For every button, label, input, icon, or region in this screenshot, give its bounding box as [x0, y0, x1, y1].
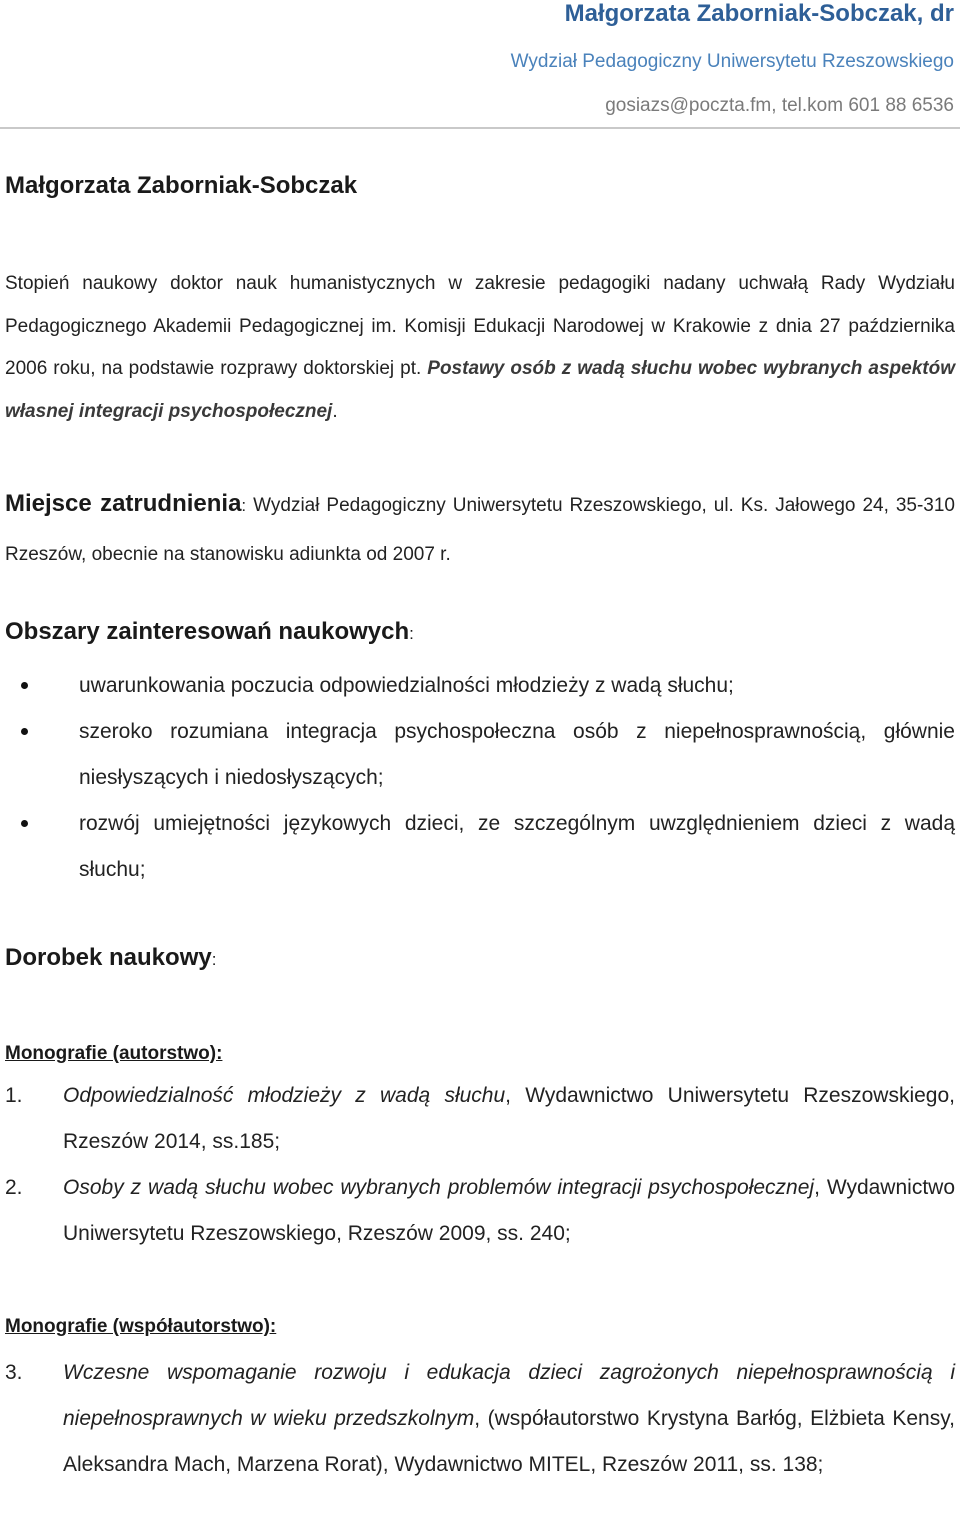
dorobek-label: Dorobek naukowy	[5, 944, 212, 971]
publication-details: , (współautorstwo Krystyna Barłóg, Elżbieta Kensy, Aleksandra Mach, Marzena Rorat), Wydawnictwo MITEL, Rzeszów 2011, ss. 138;	[63, 1407, 955, 1476]
list-item	[0, 801, 955, 893]
list-item	[0, 663, 955, 709]
list-item	[0, 1165, 955, 1257]
bullet-icon	[21, 728, 28, 735]
dorobek-heading	[5, 944, 216, 972]
monographs-author-heading: Monografie (autorstwo):	[5, 1043, 223, 1064]
interest-text: uwarunkowania poczucia odpowiedzialności młodzieży z wadą słuchu;	[79, 674, 734, 697]
employment-colon: :	[241, 496, 247, 515]
interests-list	[0, 663, 955, 893]
publication-title: Osoby z wadą słuchu wobec wybranych problemów integracji psychospołecznej	[63, 1176, 815, 1199]
monographs-coauthor-list	[0, 1350, 955, 1488]
publication-details: , Wydawnictwo Uniwersytetu Rzeszowskiego, Rzeszów 2009, ss. 240;	[63, 1176, 956, 1245]
list-item	[0, 1350, 955, 1488]
interests-heading	[5, 618, 414, 646]
employment-text: Wydział Pedagogiczny Uniwersytetu Rzeszowskiego, ul. Ks. Jałowego 24, 35-310 Rzeszów, obecnie na stanowisku adiunkta od 2007 r.	[5, 495, 955, 565]
thesis-title: Postawy osób z wadą słuchu wobec wybranych aspektów własnej integracji psychospołecznej	[5, 358, 955, 422]
interest-text: szeroko rozumiana integracja psychospołeczna osób z niepełnosprawnością, głównie niesłyszących i niedosłyszących;	[79, 720, 955, 789]
item-number: 3.	[5, 1361, 23, 1384]
degree-paragraph	[5, 263, 955, 433]
header-faculty: Wydział Pedagogiczny Uniwersytetu Rzeszowskiego	[510, 51, 954, 72]
degree-end: .	[332, 400, 338, 422]
list-item	[0, 709, 955, 801]
item-number: 2.	[5, 1176, 23, 1199]
employment-label: Miejsce zatrudnienia	[5, 490, 242, 517]
publication-title: Wczesne wspomaganie rozwoju i edukacja dzieci zagrożonych niepełnosprawnością i niepełnosprawnych w wieku przedszkolnym	[63, 1361, 955, 1430]
monographs-author-list	[0, 1073, 955, 1257]
header-author-name: Małgorzata Zaborniak-Sobczak, dr	[564, 0, 954, 27]
page-title: Małgorzata Zaborniak-Sobczak	[5, 172, 358, 199]
header-divider	[0, 127, 960, 129]
dorobek-colon: :	[211, 950, 217, 969]
item-number: 1.	[5, 1084, 23, 1107]
degree-text: Stopień naukowy doktor nauk humanistycznych w zakresie pedagogiki nadany uchwałą Rady Wydziału Pedagogicznego Akademii Pedagogicznej im. Komisji Edukacji Narodowej w Krakowie z dnia 27 października 2006 roku, na podstawie rozprawy doktorskiej pt.	[5, 273, 955, 379]
bullet-icon	[21, 820, 28, 827]
monographs-coauthor-heading: Monografie (współautorstwo):	[5, 1316, 277, 1337]
publication-details: , Wydawnictwo Uniwersytetu Rzeszowskiego, Rzeszów 2014, ss.185;	[63, 1084, 955, 1153]
list-item	[0, 1073, 955, 1165]
interests-label: Obszary zainteresowań naukowych	[5, 618, 410, 645]
bullet-icon	[21, 682, 28, 689]
header-contact: gosiazs@poczta.fm, tel.kom 601 88 6536	[605, 95, 954, 116]
interest-text: rozwój umiejętności językowych dzieci, ze szczególnym uwzględnieniem dzieci z wadą słuchu;	[79, 812, 955, 881]
interests-colon: :	[409, 624, 414, 643]
publication-title: Odpowiedzialność młodzieży z wadą słuchu	[63, 1084, 506, 1107]
employment-paragraph	[5, 479, 955, 579]
